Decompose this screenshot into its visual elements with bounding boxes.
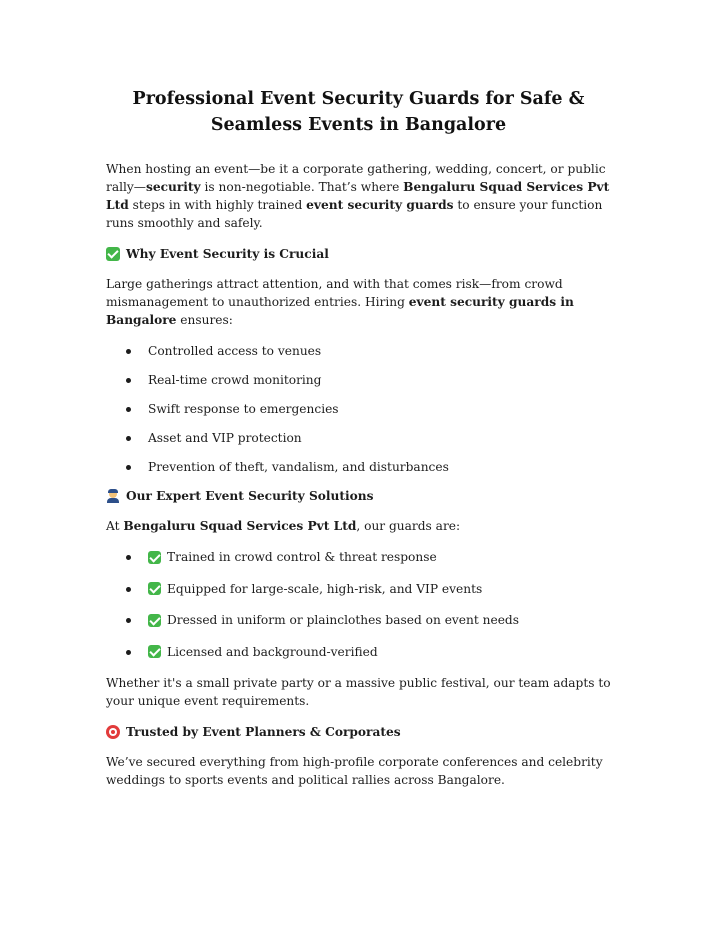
- section2-paragraph: [106, 517, 611, 535]
- section-heading-trusted: [106, 723, 611, 741]
- section2-closing: Whether it's a small private party or a massive public festival, our team adapts to your unique event requirements.: [106, 676, 611, 708]
- bullet-icon: [126, 378, 131, 383]
- paragraph-text: Large gatherings attract attention, and with that comes risk—from crowd mismanagement to unauthorized entries. Hiring: [106, 277, 563, 309]
- check-mark-icon: [148, 551, 161, 564]
- list-item: [106, 371, 611, 389]
- paragraph-bold: event security guards in Bangalore: [106, 295, 574, 327]
- list-item-text: Dressed in uniform or plainclothes based on event needs: [167, 613, 519, 627]
- list-item: [106, 611, 611, 629]
- bullet-icon: [126, 650, 131, 655]
- list-item: [106, 429, 611, 447]
- bullet-icon: [126, 587, 131, 592]
- section-heading-text: Trusted by Event Planners & Corporates: [126, 725, 401, 739]
- section-heading-text: Our Expert Event Security Solutions: [126, 489, 374, 503]
- section3-paragraph: We’ve secured everything from high-profile corporate conferences and celebrity weddings to sports events and political rallies across Bangalore.: [106, 755, 603, 787]
- police-officer-icon: [106, 489, 120, 503]
- list-item: [106, 643, 611, 661]
- list-item: [106, 580, 611, 598]
- intro-text: When hosting an event—be it a corporate gathering, wedding, concert, or public rally—: [106, 162, 606, 194]
- list-item-text: Licensed and background-verified: [167, 644, 378, 659]
- intro-text: steps in with highly trained: [128, 198, 307, 212]
- list-item: [106, 548, 611, 566]
- check-mark-icon: [106, 247, 120, 261]
- list-item-text: Trained in crowd control & threat response: [167, 550, 437, 564]
- intro-bold-security: security: [145, 180, 201, 194]
- bullet-icon: [126, 349, 131, 354]
- bullet-icon: [126, 555, 131, 560]
- intro-paragraph: [106, 160, 611, 232]
- guards-list: [106, 548, 611, 661]
- intro-bold-company: Bengaluru Squad Services Pvt Ltd: [106, 180, 610, 212]
- check-mark-icon: [148, 614, 161, 627]
- intro-text: to ensure your function runs smoothly and safely.: [106, 198, 603, 230]
- check-mark-icon: [148, 582, 161, 595]
- check-mark-icon: [148, 645, 161, 658]
- section-heading-solutions: [106, 487, 611, 505]
- paragraph-text: At: [106, 519, 124, 533]
- bullet-icon: [126, 407, 131, 412]
- bullet-icon: [126, 618, 131, 623]
- intro-bold-guards: event security guards: [306, 198, 454, 212]
- section1-paragraph: [106, 275, 611, 329]
- page-title: Professional Event Security Guards for Safe & Seamless Events in Bangalore: [132, 89, 585, 135]
- list-item-text: Prevention of theft, vandalism, and disturbances: [148, 460, 449, 474]
- list-item: [106, 458, 611, 476]
- list-item-text: Asset and VIP protection: [148, 431, 302, 445]
- list-item-text: Equipped for large-scale, high-risk, and VIP events: [167, 581, 483, 596]
- intro-text: is non-negotiable. That’s where: [200, 180, 404, 194]
- paragraph-text: ensures:: [176, 313, 233, 327]
- list-item: [106, 342, 611, 360]
- list-item-text: Controlled access to venues: [148, 344, 322, 358]
- list-item-text: Real-time crowd monitoring: [148, 373, 322, 387]
- benefits-list: [106, 342, 611, 476]
- section-heading-why: [106, 245, 611, 263]
- direct-hit-target-icon: [106, 725, 120, 739]
- document-body: [106, 86, 611, 802]
- list-item: [106, 400, 611, 418]
- list-item-text: Swift response to emergencies: [148, 402, 339, 416]
- bullet-icon: [126, 465, 131, 470]
- paragraph-bold: Bengaluru Squad Services Pvt Ltd: [123, 519, 357, 533]
- paragraph-text: , our guards are:: [356, 519, 461, 533]
- bullet-icon: [126, 436, 131, 441]
- section-heading-text: Why Event Security is Crucial: [126, 247, 329, 261]
